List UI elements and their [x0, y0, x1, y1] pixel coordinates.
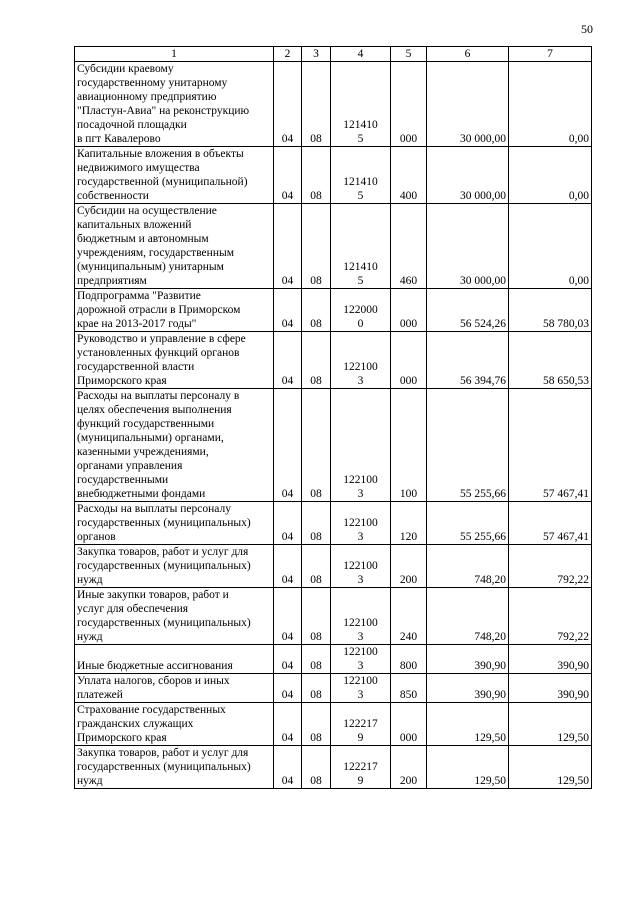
table-row — [75, 389, 592, 502]
table-row — [75, 703, 592, 746]
table-row — [75, 674, 592, 703]
amount-year2-cell: 58 650,53 — [509, 332, 592, 389]
expense-name-cell: Руководство и управление в сфере установленных функций органов государственной власти Приморского края — [75, 332, 274, 389]
subsection-code-cell: 08 — [302, 545, 331, 588]
subsection-code-cell: 08 — [302, 588, 331, 645]
subsection-code-cell: 08 — [302, 746, 331, 789]
section-code-cell: 04 — [274, 147, 302, 204]
amount-year1-cell: 55 255,66 — [427, 502, 509, 545]
expense-type-cell: 200 — [391, 746, 427, 789]
subsection-code-cell: 08 — [302, 645, 331, 674]
subsection-code-cell: 08 — [302, 62, 331, 147]
subsection-code-cell: 08 — [302, 204, 331, 289]
target-item-cell: 122100 3 — [331, 389, 391, 502]
subsection-code-cell: 08 — [302, 389, 331, 502]
subsection-code-cell: 08 — [302, 502, 331, 545]
target-item-cell: 122217 9 — [331, 746, 391, 789]
subsection-code-cell: 08 — [302, 674, 331, 703]
amount-year2-cell: 390,90 — [509, 645, 592, 674]
table-row — [75, 545, 592, 588]
expense-name-cell: Субсидии на осуществление капитальных вложений бюджетным и автономным учреждениям, государственным (муниципальным) унитарным предприятиям — [75, 204, 274, 289]
expense-name-cell: Иные бюджетные ассигнования — [75, 645, 274, 674]
amount-year2-cell: 57 467,41 — [509, 389, 592, 502]
section-code-cell: 04 — [274, 674, 302, 703]
expense-type-cell: 400 — [391, 147, 427, 204]
header-cell: 5 — [391, 47, 427, 62]
expense-type-cell: 000 — [391, 703, 427, 746]
table-row — [75, 204, 592, 289]
target-item-cell: 122217 9 — [331, 703, 391, 746]
expense-type-cell: 460 — [391, 204, 427, 289]
expense-name-cell: Страхование государственных гражданских служащих Приморского края — [75, 703, 274, 746]
expense-type-cell: 100 — [391, 389, 427, 502]
budget-table — [74, 46, 592, 789]
amount-year1-cell: 30 000,00 — [427, 147, 509, 204]
amount-year2-cell: 0,00 — [509, 147, 592, 204]
section-code-cell: 04 — [274, 332, 302, 389]
amount-year2-cell: 0,00 — [509, 204, 592, 289]
expense-name-cell: Закупка товаров, работ и услуг для государственных (муниципальных) нужд — [75, 545, 274, 588]
section-code-cell: 04 — [274, 703, 302, 746]
amount-year1-cell: 30 000,00 — [427, 62, 509, 147]
section-code-cell: 04 — [274, 645, 302, 674]
header-cell: 6 — [427, 47, 509, 62]
amount-year1-cell: 390,90 — [427, 645, 509, 674]
amount-year1-cell: 56 524,26 — [427, 289, 509, 332]
subsection-code-cell: 08 — [302, 332, 331, 389]
amount-year2-cell: 792,22 — [509, 545, 592, 588]
target-item-cell: 121410 5 — [331, 147, 391, 204]
section-code-cell: 04 — [274, 502, 302, 545]
expense-type-cell: 800 — [391, 645, 427, 674]
amount-year1-cell: 748,20 — [427, 588, 509, 645]
target-item-cell: 122100 3 — [331, 588, 391, 645]
amount-year1-cell: 56 394,76 — [427, 332, 509, 389]
target-item-cell: 121410 5 — [331, 204, 391, 289]
expense-name-cell: Расходы на выплаты персоналу в целях обеспечения выполнения функций государственными (муниципальными) органами, казенными учреждениями, органами управления государственными внебюджетными фондами — [75, 389, 274, 502]
table-row — [75, 588, 592, 645]
expense-type-cell: 850 — [391, 674, 427, 703]
amount-year2-cell: 792,22 — [509, 588, 592, 645]
target-item-cell: 122100 3 — [331, 502, 391, 545]
amount-year1-cell: 129,50 — [427, 703, 509, 746]
amount-year2-cell: 58 780,03 — [509, 289, 592, 332]
expense-name-cell: Капитальные вложения в объекты недвижимого имущества государственной (муниципальной) собственности — [75, 147, 274, 204]
target-item-cell: 122000 0 — [331, 289, 391, 332]
header-cell: 2 — [274, 47, 302, 62]
expense-name-cell: Иные закупки товаров, работ и услуг для обеспечения государственных (муниципальных) нужд — [75, 588, 274, 645]
table-row — [75, 289, 592, 332]
target-item-cell: 122100 3 — [331, 674, 391, 703]
table-row — [75, 645, 592, 674]
header-cell: 7 — [509, 47, 592, 62]
section-code-cell: 04 — [274, 746, 302, 789]
subsection-code-cell: 08 — [302, 289, 331, 332]
table-row — [75, 62, 592, 147]
section-code-cell: 04 — [274, 588, 302, 645]
section-code-cell: 04 — [274, 545, 302, 588]
amount-year2-cell: 57 467,41 — [509, 502, 592, 545]
expense-type-cell: 000 — [391, 62, 427, 147]
table-row — [75, 746, 592, 789]
amount-year2-cell: 129,50 — [509, 703, 592, 746]
header-cell: 3 — [302, 47, 331, 62]
table-header-row — [75, 47, 592, 62]
amount-year2-cell: 129,50 — [509, 746, 592, 789]
section-code-cell: 04 — [274, 62, 302, 147]
expense-type-cell: 200 — [391, 545, 427, 588]
expense-type-cell: 120 — [391, 502, 427, 545]
target-item-cell: 121410 5 — [331, 62, 391, 147]
table-row — [75, 147, 592, 204]
amount-year1-cell: 30 000,00 — [427, 204, 509, 289]
subsection-code-cell: 08 — [302, 703, 331, 746]
expense-name-cell: Субсидии краевому государственному унитарному авиационному предприятию "Пластун-Авиа" на реконструкцию посадочной площадки в пгт Кавалерово — [75, 62, 274, 147]
amount-year1-cell: 129,50 — [427, 746, 509, 789]
section-code-cell: 04 — [274, 204, 302, 289]
target-item-cell: 122100 3 — [331, 545, 391, 588]
expense-name-cell: Подпрограмма "Развитие дорожной отрасли в Приморском крае на 2013-2017 годы" — [75, 289, 274, 332]
amount-year2-cell: 0,00 — [509, 62, 592, 147]
amount-year1-cell: 748,20 — [427, 545, 509, 588]
expense-name-cell: Расходы на выплаты персоналу государственных (муниципальных) органов — [75, 502, 274, 545]
expense-type-cell: 240 — [391, 588, 427, 645]
subsection-code-cell: 08 — [302, 147, 331, 204]
expense-name-cell: Закупка товаров, работ и услуг для государственных (муниципальных) нужд — [75, 746, 274, 789]
amount-year1-cell: 55 255,66 — [427, 389, 509, 502]
header-cell: 4 — [331, 47, 391, 62]
table-row — [75, 332, 592, 389]
target-item-cell: 122100 3 — [331, 645, 391, 674]
expense-name-cell: Уплата налогов, сборов и иных платежей — [75, 674, 274, 703]
expense-type-cell: 000 — [391, 289, 427, 332]
page-number: 50 — [581, 22, 593, 36]
target-item-cell: 122100 3 — [331, 332, 391, 389]
section-code-cell: 04 — [274, 289, 302, 332]
expense-type-cell: 000 — [391, 332, 427, 389]
amount-year1-cell: 390,90 — [427, 674, 509, 703]
section-code-cell: 04 — [274, 389, 302, 502]
amount-year2-cell: 390,90 — [509, 674, 592, 703]
table-row — [75, 502, 592, 545]
header-cell: 1 — [75, 47, 274, 62]
